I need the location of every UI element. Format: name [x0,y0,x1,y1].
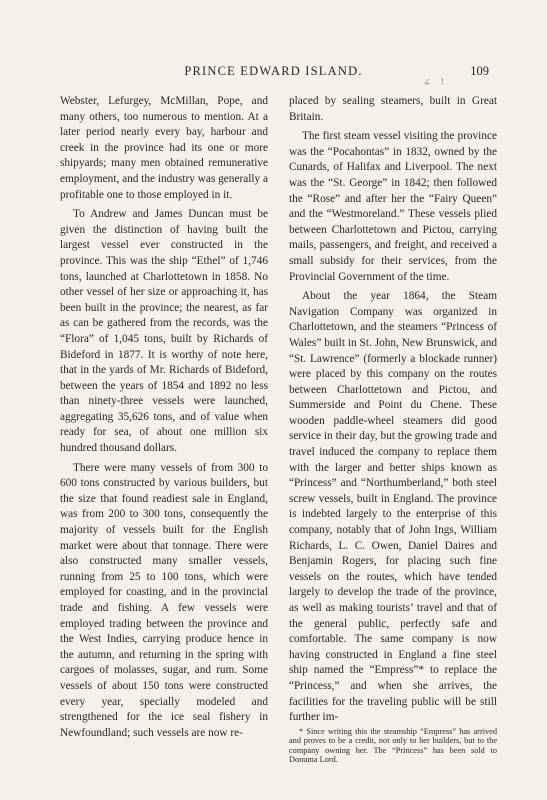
handwritten-margin-mark: ∠ ! [423,77,448,87]
paragraph: The first steam vessel visiting the province was the “Pocahontas” in 1832, owned by the Cunards, of Halifax and Liverpool. The next was the “St. George” in 1842; then followed the “Rose” and after her the “Fairy Queen” and the “Westmoreland.” These vessels plied between Charlottetown and Pictou, carrying mails, passengers, and freight, and received a small subsidy for their services, from the Provincial Government of the time. [289,130,497,283]
paragraph: placed by sealing steamers, built in Great Britain. [289,95,497,123]
right-column [289,94,497,764]
footnote: * Since writing this the steamship “Empress” has arrived and proves to be a credit, not only to her builders, but to the company owning her. The “Princess” has been sold to Donuma Lord. [289,726,497,764]
left-column [60,94,268,741]
paragraph: To Andrew and James Duncan must be given the distinction of having built the largest vessel ever constructed in the province. This was the ship “Ethel” of 1,746 tons, launched at Charlottetown in 1858. No other vessel of her size or approaching it, has been built in the province; the nearest, as far as can be gathered from the records, was the “Flora” of 1,045 tons, built by Richards of Bideford in 1877. It is worthy of note here, that in the yards of Mr. Richards of Bideford, between the years of 1854 and 1892 no less than ninety-three vessels were launched, aggregating 35,626 tons, and of value when ready for sea, of about one million six hundred thousand dollars. [60,208,268,455]
paragraph: There were many vessels of from 300 to 600 tons constructed by various builders, but the size that found readiest sale in England, was from 200 to 300 tons, consequently the majority of vessels built for the English market were about that tonnage. There were also constructed many smaller vessels, running from 25 to 100 tons, which were employed for coasting, and in the provincial trade and fishing. A few vessels were employed trading between the province and the West Indies, carrying produce hence in the autumn, and returning in the spring with cargoes of molasses, sugar, and rum. Some vessels of about 150 tons were constructed every year, specially modeled and strengthened for the ice seal fishery in Newfoundland; such vessels are now re- [60,461,268,739]
page-header [0,64,547,84]
page-number: 109 [470,64,489,78]
paragraph: Webster, Lefurgey, McMillan, Pope, and many others, too numerous to mention. At a later period nearly every bay, harbour and creek in the province had its one or more shipyards; many men obtained remunerative employment, and the industry was generally a profitable one to those employed in it. [60,95,268,201]
running-title: PRINCE EDWARD ISLAND. [184,64,363,78]
paragraph: About the year 1864, the Steam Navigation Company was organized in Charlottetown, and the steamers “Princess of Wales” built in St. John, New Brunswick, and “St. Lawrence” (formerly a blockade runner) were placed by this company on the routes between Charlottetown and Pictou, and Summerside and Point du Chene. These wooden paddle-wheel steamers did good service in their day, but the growing trade and travel induced the company to replace them with the larger and better ships known as “Princess” and “Northumberland,” both steel screw vessels, built in England. The province is indebted largely to the enterprise of this company, notably that of John Ings, William Richards, L. C. Owen, Daniel Daires and Benjamin Rogers, for placing such fine vessels on the routes, which have tended largely to develop the trade of the province, as well as making tourists’ travel and that of the general public, perfectly safe and comfortable. The same company is now having constructed in England a fine steel ship named the “Empress”* to replace the “Princess,” and when she arrives, the facilities for the traveling public will be still further im- [289,290,497,724]
